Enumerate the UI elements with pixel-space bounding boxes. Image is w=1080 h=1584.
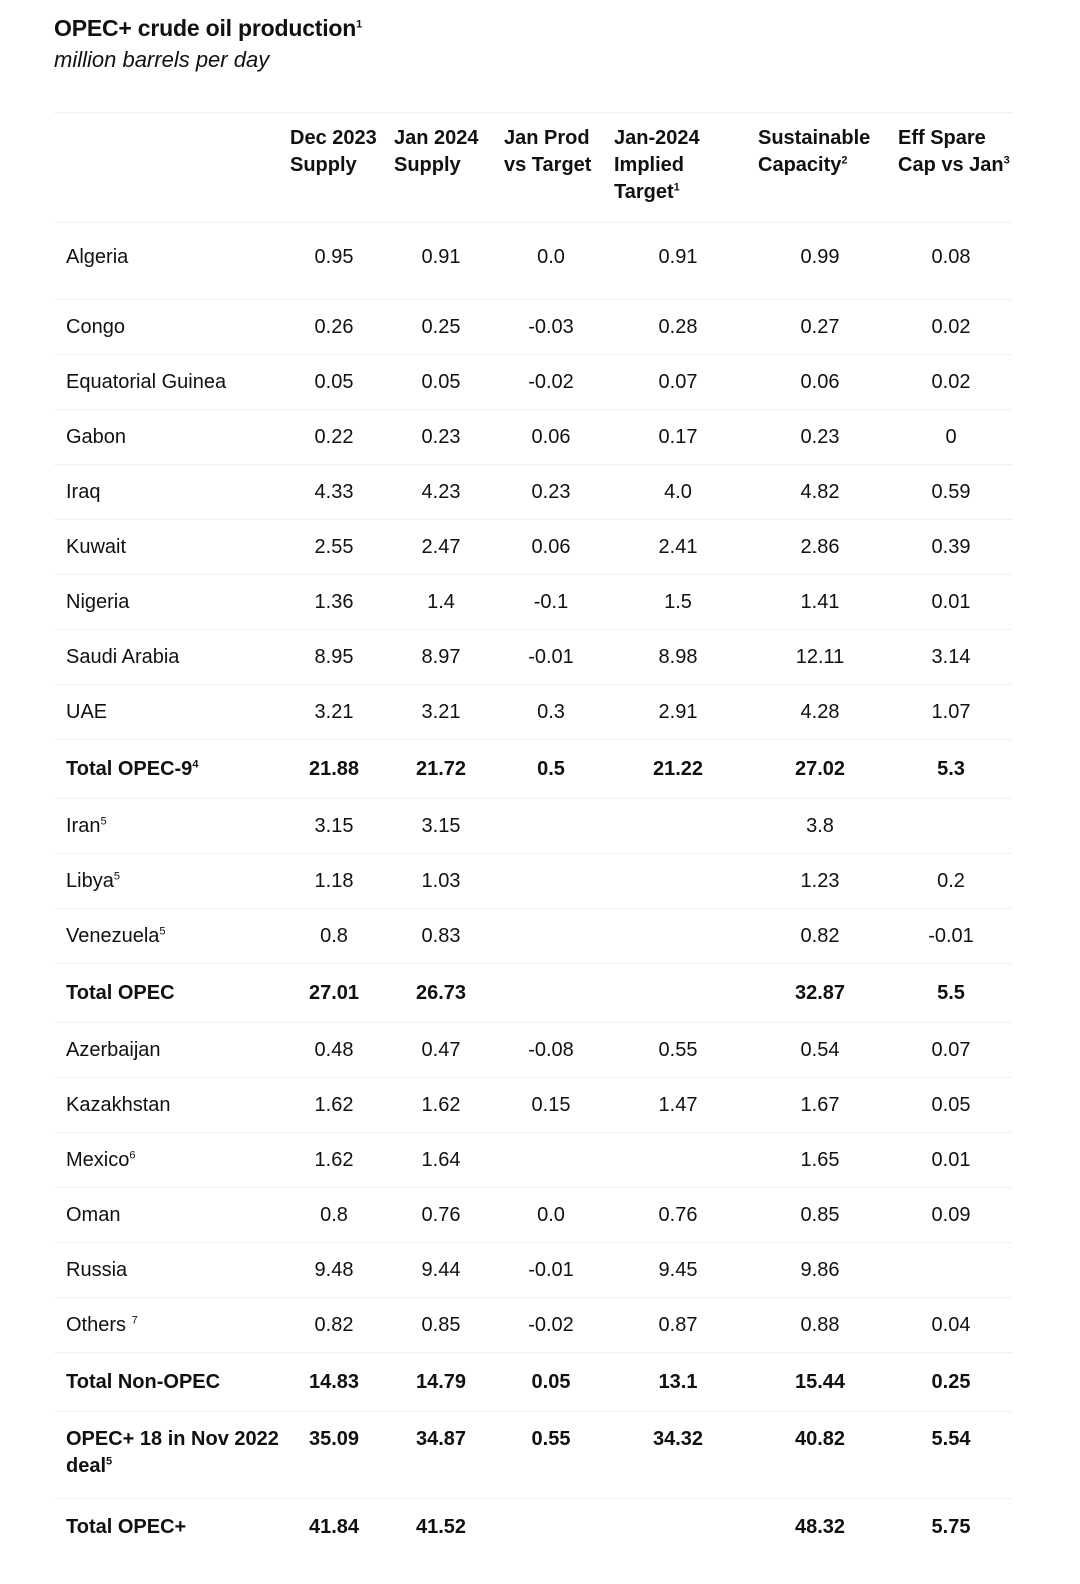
cell-capacity: 0.23 bbox=[750, 410, 890, 465]
cell-dec: 9.48 bbox=[282, 1243, 386, 1298]
cell-spare: 0.39 bbox=[890, 520, 1012, 575]
cell-vs-target bbox=[496, 1499, 606, 1556]
row-country: Libya$^5$ bbox=[54, 854, 282, 909]
cell-target: 0.87 bbox=[606, 1298, 750, 1353]
cell-spare: 5.3 bbox=[890, 740, 1012, 799]
cell-jan: 0.25 bbox=[386, 300, 496, 355]
row-country: Venezuela$^5$ bbox=[54, 909, 282, 964]
table-row bbox=[54, 854, 1012, 909]
cell-spare: 0.05 bbox=[890, 1078, 1012, 1133]
table-row bbox=[54, 964, 1012, 1023]
table-row bbox=[54, 685, 1012, 740]
header-jan-supply: Jan 2024 Supply bbox=[386, 113, 496, 223]
cell-capacity: 40.82 bbox=[750, 1412, 890, 1499]
cell-dec: 0.8 bbox=[282, 909, 386, 964]
table-row bbox=[54, 1078, 1012, 1133]
cell-target bbox=[606, 854, 750, 909]
cell-jan: 0.83 bbox=[386, 909, 496, 964]
table-row bbox=[54, 1023, 1012, 1078]
cell-capacity: 48.32 bbox=[794, 1515, 846, 1538]
cell-spare bbox=[890, 1243, 1012, 1298]
row-country: Russia bbox=[54, 1243, 282, 1298]
row-country: Iran$^5$ bbox=[54, 799, 282, 854]
cell-capacity: 0.88 bbox=[750, 1298, 890, 1353]
cell-target: 0.55 bbox=[606, 1023, 750, 1078]
cell-dec: 0.48 bbox=[282, 1023, 386, 1078]
cell-dec: 14.83 bbox=[282, 1353, 386, 1412]
cell-capacity: 15.44 bbox=[750, 1353, 890, 1412]
header-dec-supply: Dec 2023 Supply bbox=[282, 113, 386, 223]
cell-vs-target: -0.01 bbox=[496, 630, 606, 685]
cell-spare: -0.01 bbox=[890, 909, 1012, 964]
cell-dec: 4.33 bbox=[282, 465, 386, 520]
row-country: Kazakhstan bbox=[54, 1078, 282, 1133]
cell-vs-target: 0.0 bbox=[496, 1188, 606, 1243]
table-row bbox=[54, 1188, 1012, 1243]
cell-target: 0.07 bbox=[606, 355, 750, 410]
cell-dec: 0.22 bbox=[282, 410, 386, 465]
cell-spare: 1.07 bbox=[890, 685, 1012, 740]
cell-capacity: 1.23 bbox=[750, 854, 890, 909]
cell-spare: 5.75 bbox=[931, 1515, 971, 1538]
cell-spare: 5.5 bbox=[890, 964, 1012, 1023]
cell-dec: 0.26 bbox=[282, 300, 386, 355]
cell-target: 9.45 bbox=[606, 1243, 750, 1298]
row-country: Congo bbox=[54, 300, 282, 355]
table-row bbox=[54, 799, 1012, 854]
cell-spare: 0 bbox=[890, 410, 1012, 465]
table-row bbox=[54, 1353, 1012, 1412]
cell-jan: 0.91 bbox=[386, 223, 496, 300]
table-row bbox=[54, 1412, 1012, 1499]
table-row bbox=[54, 740, 1012, 799]
cell-capacity: 0.99 bbox=[750, 223, 890, 300]
cell-spare: 5.54 bbox=[890, 1412, 1012, 1499]
row-country: Azerbaijan bbox=[54, 1023, 282, 1078]
cell-target: 8.98 bbox=[606, 630, 750, 685]
cell-capacity: 32.87 bbox=[750, 964, 890, 1023]
cell-spare: 0.2 bbox=[890, 854, 1012, 909]
cell-capacity: 9.86 bbox=[750, 1243, 890, 1298]
cell-target: 2.91 bbox=[606, 685, 750, 740]
cell-vs-target: -0.03 bbox=[496, 300, 606, 355]
cell-jan: 0.85 bbox=[386, 1298, 496, 1353]
cell-jan: 1.62 bbox=[386, 1078, 496, 1133]
cell-target: 13.1 bbox=[606, 1353, 750, 1412]
cell-dec: 3.15 bbox=[282, 799, 386, 854]
cell-jan: 0.23 bbox=[386, 410, 496, 465]
cell-target: 21.22 bbox=[606, 740, 750, 799]
row-country: Nigeria bbox=[54, 575, 282, 630]
table-row bbox=[54, 1243, 1012, 1298]
cell-target bbox=[606, 1133, 750, 1188]
cell-capacity: 1.67 bbox=[750, 1078, 890, 1133]
cell-vs-target: -0.02 bbox=[496, 355, 606, 410]
cell-spare: 0.02 bbox=[890, 300, 1012, 355]
cell-jan: 8.97 bbox=[386, 630, 496, 685]
cell-capacity: 1.41 bbox=[750, 575, 890, 630]
cell-jan: 3.15 bbox=[386, 799, 496, 854]
cell-vs-target bbox=[496, 964, 606, 1023]
cell-vs-target bbox=[496, 909, 606, 964]
cell-jan: 9.44 bbox=[386, 1243, 496, 1298]
cell-capacity: 27.02 bbox=[750, 740, 890, 799]
cell-vs-target: -0.02 bbox=[496, 1298, 606, 1353]
table-row bbox=[54, 909, 1012, 964]
cell-capacity: 0.54 bbox=[750, 1023, 890, 1078]
cell-target bbox=[606, 1499, 750, 1556]
cell-dec: 21.88 bbox=[282, 740, 386, 799]
table-row bbox=[54, 630, 1012, 685]
cell-jan: 1.4 bbox=[386, 575, 496, 630]
cell-target: 4.0 bbox=[606, 465, 750, 520]
cell-capacity: 3.8 bbox=[750, 799, 890, 854]
page-title: OPEC+ crude oil production$^1$ bbox=[54, 15, 363, 41]
row-country: Algeria bbox=[54, 223, 282, 300]
cell-target: 0.28 bbox=[606, 300, 750, 355]
cell-jan: 2.47 bbox=[386, 520, 496, 575]
header-implied-target: Jan-2024 Implied Target$^1$ bbox=[606, 113, 750, 223]
cell-vs-target: 0.23 bbox=[496, 465, 606, 520]
cell-target: 34.32 bbox=[606, 1412, 750, 1499]
table-row bbox=[54, 575, 1012, 630]
cell-capacity: 4.28 bbox=[750, 685, 890, 740]
table-row bbox=[54, 465, 1012, 520]
page-subtitle: million barrels per day bbox=[54, 47, 270, 72]
cell-dec: 8.95 bbox=[282, 630, 386, 685]
cell-spare bbox=[890, 799, 1012, 854]
cell-vs-target: 0.3 bbox=[496, 685, 606, 740]
cell-dec: 1.62 bbox=[282, 1133, 386, 1188]
cell-target: 0.91 bbox=[606, 223, 750, 300]
row-country: Others $^7$ bbox=[54, 1298, 282, 1353]
cell-jan: 34.87 bbox=[386, 1412, 496, 1499]
row-country: Equatorial Guinea bbox=[54, 355, 282, 410]
cell-vs-target: 0.5 bbox=[496, 740, 606, 799]
cell-jan: 4.23 bbox=[386, 465, 496, 520]
cell-vs-target bbox=[496, 854, 606, 909]
cell-jan: 3.21 bbox=[386, 685, 496, 740]
cell-capacity: 1.65 bbox=[750, 1133, 890, 1188]
cell-jan: 21.72 bbox=[386, 740, 496, 799]
row-country: Oman bbox=[54, 1188, 282, 1243]
cell-dec: 0.95 bbox=[282, 223, 386, 300]
row-country: Total OPEC+ bbox=[66, 1515, 187, 1538]
header-spare-capacity: Eff Spare Cap vs Jan$^3$ bbox=[890, 113, 1012, 223]
cell-dec: 1.36 bbox=[282, 575, 386, 630]
row-country: Total OPEC-$9^4$ bbox=[54, 740, 282, 799]
cell-dec: 0.05 bbox=[282, 355, 386, 410]
cell-jan: 1.64 bbox=[386, 1133, 496, 1188]
cell-spare: 3.14 bbox=[890, 630, 1012, 685]
row-country: Total OPEC bbox=[54, 964, 282, 1023]
row-country: Saudi Arabia bbox=[54, 630, 282, 685]
header-sustainable-capacity: Sustainable Capacity$^2$ bbox=[750, 113, 890, 223]
cell-capacity: 12.11 bbox=[750, 630, 890, 685]
cell-jan: 0.76 bbox=[386, 1188, 496, 1243]
cell-target: 1.47 bbox=[606, 1078, 750, 1133]
cell-jan: 41.52 bbox=[415, 1515, 467, 1538]
cell-spare: 0.08 bbox=[890, 223, 1012, 300]
cell-jan: 0.05 bbox=[386, 355, 496, 410]
table-row bbox=[54, 520, 1012, 575]
cell-vs-target: 0.06 bbox=[496, 410, 606, 465]
cell-target: 1.5 bbox=[606, 575, 750, 630]
cell-jan: 26.73 bbox=[386, 964, 496, 1023]
cell-vs-target: 0.06 bbox=[496, 520, 606, 575]
row-country: Iraq bbox=[54, 465, 282, 520]
cell-capacity: 2.86 bbox=[750, 520, 890, 575]
cell-capacity: 4.82 bbox=[750, 465, 890, 520]
cell-jan: 0.47 bbox=[386, 1023, 496, 1078]
cell-vs-target: 0.05 bbox=[496, 1353, 606, 1412]
table-row bbox=[54, 223, 1012, 300]
cell-vs-target: 0.0 bbox=[496, 223, 606, 300]
cell-spare: 0.01 bbox=[890, 575, 1012, 630]
cell-target: 0.17 bbox=[606, 410, 750, 465]
cell-target: 2.41 bbox=[606, 520, 750, 575]
cell-capacity: 0.27 bbox=[750, 300, 890, 355]
cell-spare: 0.04 bbox=[890, 1298, 1012, 1353]
cell-dec: 0.82 bbox=[282, 1298, 386, 1353]
table-row bbox=[54, 1298, 1012, 1353]
cell-target bbox=[606, 799, 750, 854]
cell-vs-target: -0.08 bbox=[496, 1023, 606, 1078]
title-footnote: 1 bbox=[356, 18, 363, 31]
table-header-row bbox=[54, 113, 1012, 223]
cell-spare: 0.02 bbox=[890, 355, 1012, 410]
cell-spare: 0.25 bbox=[890, 1353, 1012, 1412]
cell-dec: 0.8 bbox=[282, 1188, 386, 1243]
cell-vs-target: 0.55 bbox=[496, 1412, 606, 1499]
cell-target bbox=[606, 964, 750, 1023]
cell-vs-target: -0.01 bbox=[496, 1243, 606, 1298]
cell-dec: 2.55 bbox=[282, 520, 386, 575]
cell-vs-target: 0.15 bbox=[496, 1078, 606, 1133]
table-row bbox=[54, 1499, 1012, 1556]
row-country: Gabon bbox=[54, 410, 282, 465]
cell-spare: 0.07 bbox=[890, 1023, 1012, 1078]
title-block bbox=[54, 12, 362, 76]
cell-dec: 3.21 bbox=[282, 685, 386, 740]
cell-dec: 35.09 bbox=[282, 1412, 386, 1499]
row-country: Total Non-OPEC bbox=[54, 1353, 282, 1412]
cell-jan: 14.79 bbox=[386, 1353, 496, 1412]
cell-capacity: 0.82 bbox=[750, 909, 890, 964]
header-country bbox=[54, 113, 282, 223]
cell-capacity: 0.06 bbox=[750, 355, 890, 410]
cell-spare: 0.09 bbox=[890, 1188, 1012, 1243]
row-country: Mexico$^6$ bbox=[54, 1133, 282, 1188]
row-country: Kuwait bbox=[54, 520, 282, 575]
cell-jan: 1.03 bbox=[386, 854, 496, 909]
cell-target: 0.76 bbox=[606, 1188, 750, 1243]
row-country: OPEC+ 18 in Nov 2022 deal$^5$ bbox=[54, 1412, 282, 1499]
cell-dec: 41.84 bbox=[308, 1515, 360, 1538]
cell-vs-target bbox=[496, 799, 606, 854]
cell-capacity: 0.85 bbox=[750, 1188, 890, 1243]
row-country: UAE bbox=[54, 685, 282, 740]
production-table bbox=[54, 112, 1012, 1555]
table-body bbox=[54, 223, 1012, 1556]
cell-vs-target: -0.1 bbox=[496, 575, 606, 630]
cell-target bbox=[606, 909, 750, 964]
table-row bbox=[54, 355, 1012, 410]
table-row bbox=[54, 300, 1012, 355]
table-row bbox=[54, 1133, 1012, 1188]
cell-spare: 0.01 bbox=[890, 1133, 1012, 1188]
header-jan-vs-target: Jan Prod vs Target bbox=[496, 113, 606, 223]
table-row bbox=[54, 410, 1012, 465]
cell-spare: 0.59 bbox=[890, 465, 1012, 520]
cell-dec: 1.18 bbox=[282, 854, 386, 909]
cell-vs-target bbox=[496, 1133, 606, 1188]
cell-dec: 27.01 bbox=[282, 964, 386, 1023]
cell-dec: 1.62 bbox=[282, 1078, 386, 1133]
